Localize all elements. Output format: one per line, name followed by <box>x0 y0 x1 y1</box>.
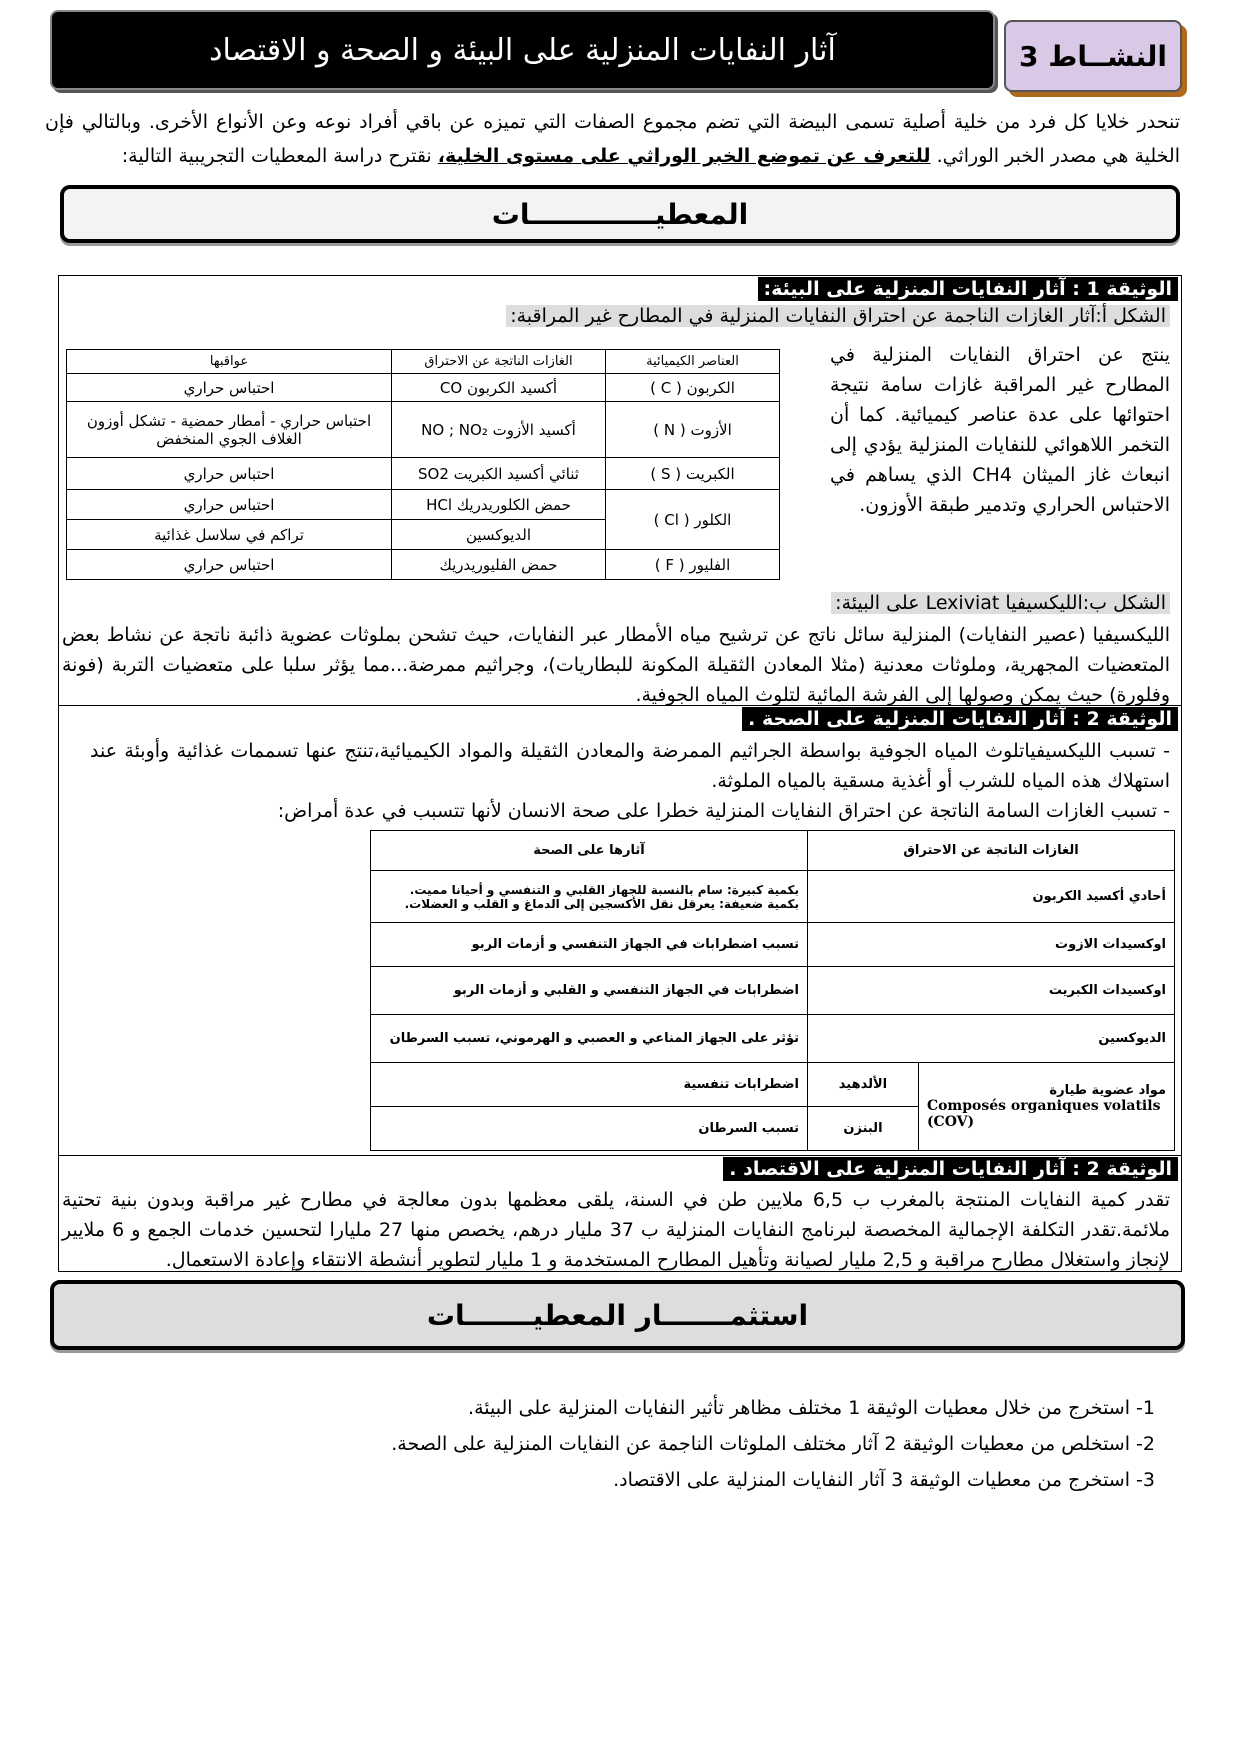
cell-element: الفليور ( F ) <box>606 550 780 580</box>
cell-effect: احتباس حراري <box>67 490 392 520</box>
doc3-text: تقدر كمية النفايات المنتجة بالمغرب ب 6,5 ملايين طن في السنة، يلقى معظمها بدون معالجة في مطارح غير مراقبة وبدون بنية تحتية ملائمة.تقدر التكلفة الإجمالية المخصصة لبرنامج النفايات المنزلية ب 37 مليار درهم، يخصص منها 27 مليارا لتحسين خدمات الجمع و 6 ملايير لإنجاز واستغلال مطارح مراقبة و 2,5 مليار لصيانة وتأهيل المطارح المستخدمة و 1 مليار لتطوير أنشطة الانتقاء وإعادة الاستعمال. <box>62 1189 1170 1271</box>
page-title-box <box>50 10 995 90</box>
question-item: 2- استخلص من معطيات الوثيقة 2 آثار مختلف الملوثات الناجمة عن النفايات المنزلية على الصحة. <box>391 1433 1155 1455</box>
doc1-title: الوثيقة 1 : آثار النفايات المنزلية على البيئة: <box>758 277 1178 301</box>
activity-badge: النشــاط 3 <box>1004 20 1182 92</box>
cell-gas: أكسيد الأزوت NO ; NO₂ <box>392 402 606 458</box>
cell-effect: اضطرابات تنفسية <box>371 1063 808 1107</box>
table-row <box>371 1015 1175 1063</box>
doc2-title-wrap <box>742 707 1178 731</box>
cell-gas: حمض الفليوريدريك <box>392 550 606 580</box>
doc2-line2: - تسبب الغازات السامة الناتجة عن احتراق النفايات المنزلية خطرا على صحة الانسان لأنها تتسبب في عدة أمراض: <box>277 800 1170 822</box>
doc2-table <box>370 830 1175 1151</box>
table-row <box>67 374 780 402</box>
cell-gas: اوكسيدات الكبريت <box>808 967 1175 1015</box>
cov-label-ar: مواد عضوية طيارة <box>1049 1083 1166 1098</box>
divider <box>58 1155 1182 1156</box>
cell-effect: احتباس حراري <box>67 550 392 580</box>
cell-element: الكلور ( Cl ) <box>606 490 780 550</box>
doc2-title: الوثيقة 2 : آثار النفايات المنزلية على الصحة . <box>742 707 1178 731</box>
cell-effect: اضطرابات في الجهاز التنفسي و القلبي و أزمات الربو <box>371 967 808 1015</box>
question-list <box>155 1390 1155 1498</box>
table-row <box>67 550 780 580</box>
doc3-title-wrap <box>723 1157 1178 1181</box>
cell-effect: تسبب اضطرابات في الجهاز التنفسي و أزمات الربو <box>371 923 808 967</box>
section-heading-exploitation: استثمـــــــار المعطيـــــــات <box>50 1280 1185 1350</box>
table-row <box>371 967 1175 1015</box>
cell-gas: حمض الكلوريدريك HCl <box>392 490 606 520</box>
cell-effect: تسبب السرطان <box>371 1107 808 1151</box>
cov-label-fr: Composés organiques volatils (COV) <box>926 1098 1161 1130</box>
cell-gas: أكسيد الكربون CO <box>392 374 606 402</box>
table-row <box>371 871 1175 923</box>
table-header: عواقبها <box>67 350 392 374</box>
cell-gas: الديوكسين <box>808 1015 1175 1063</box>
table-header: آثارها على الصحة <box>371 831 808 871</box>
doc1-fig-a-text: ينتج عن احتراق النفايات المنزلية في المطارح غير المراقبة غازات سامة نتيجة احتوائها على عدة عناصر كيميائية. كما أن التخمر اللاهوائي للنفايات المنزلية يؤدي إلى انبعاث غاز الميثان CH4 الذي يساهم في الاحتباس الحراري وتدمير طبقة الأوزون. <box>830 344 1170 516</box>
cell-cov-label <box>918 1063 1174 1151</box>
intro-text-2: نقترح دراسة المعطيات التجريبية التالية: <box>121 145 438 167</box>
table-header: الغازات الناتجة عن الاحتراق <box>808 831 1175 871</box>
cell-effect: احتباس حراري - أمطار حمضية - تشكل أوزون الغلاف الجوي المنخفض <box>67 402 392 458</box>
cell-gas: اوكسيدات الازوت <box>808 923 1175 967</box>
cell-cov-sub: البنزن <box>808 1107 919 1151</box>
question-item: 1- استخرج من خلال معطيات الوثيقة 1 مختلف مظاهر تأثير النفايات المنزلية على البيئة. <box>468 1397 1155 1419</box>
table-row <box>67 458 780 490</box>
table-row <box>67 490 780 520</box>
question-item: 3- استخرج من معطيات الوثيقة 3 آثار النفايات المنزلية على الاقتصاد. <box>613 1469 1155 1491</box>
table-row <box>67 402 780 458</box>
doc1-fig-b-text: الليكسيفيا (عصير النفايات) المنزلية سائل ناتج عن ترشيح مياه الأمطار عبر النفايات، حيث تشحن بملوثات عضوية ذائبة ناتجة عن نشاط بعض المتعضيات المجهرية، وملوثات معدنية (مثلا المعادن الثقيلة المكونة للبطاريات)، وجراثيم ممرضة...مما يؤثر سلبا على متعضيات التربة (فونة وفلورة) حيث يمكن وصولها إلى الفرشة المائية لتلوث المياه الجوفية. <box>62 624 1170 706</box>
table-row <box>371 923 1175 967</box>
cell-effect: تراكم في سلاسل غذائية <box>67 520 392 550</box>
cell-effect: بكمية كبيرة: سام بالنسبة للجهاز القلبي و التنفسي و أحيانا مميت. بكمية ضعيفة: يعرقل نقل الأكسجين إلى الدماغ و القلب و العضلات. <box>371 871 808 923</box>
cell-element: الكبريت ( S ) <box>606 458 780 490</box>
intro-text-1: تنحدر خلايا كل فرد من خلية أصلية تسمى البيضة التي تضم مجموع الصفات التي تميزه عن باقي أفراد نوعه وعن الأنواع الأخرى. وبالتالي فإن الخلية هي مصدر الخبر الوراثي. <box>45 111 1180 167</box>
cell-gas: أحادي أكسيد الكربون <box>808 871 1175 923</box>
intro-emphasis: للتعرف عن تموضع الخبر الوراثي على مستوى الخلية، <box>437 145 931 167</box>
cell-element: الكربون ( C ) <box>606 374 780 402</box>
doc1-fig-a-label-wrap <box>506 305 1170 327</box>
doc1-table <box>66 349 780 580</box>
table-row <box>371 1063 1175 1107</box>
doc1-title-wrap <box>758 277 1178 301</box>
cell-cov-sub: الألدهيد <box>808 1063 919 1107</box>
doc1-fig-b-label: الشكل ب:الليكسيفيا Lexiviat على البيئة: <box>831 592 1170 614</box>
table-header: الغازات الناتجة عن الاحتراق <box>392 350 606 374</box>
cell-element: الأزوت ( N ) <box>606 402 780 458</box>
doc1-fig-a-label: الشكل أ:آثار الغازات الناجمة عن احتراق النفايات المنزلية في المطارح غير المراقبة: <box>506 305 1170 327</box>
doc3-title: الوثيقة 2 : آثار النفايات المنزلية على الاقتصاد . <box>723 1157 1178 1181</box>
doc1-fig-b-label-wrap <box>831 592 1170 614</box>
page-title: آثار النفايات المنزلية على البيئة و الصحة و الاقتصاد <box>209 32 836 68</box>
cell-effect: احتباس حراري <box>67 458 392 490</box>
section-heading-data: المعطيـــــــــــــات <box>60 185 1180 243</box>
cell-gas: ثنائي أكسيد الكبريت SO2 <box>392 458 606 490</box>
cell-effect: تؤثر على الجهاز المناعي و العصبي و الهرموني، تسبب السرطان <box>371 1015 808 1063</box>
cell-gas: الديوكسين <box>392 520 606 550</box>
table-header: العناصر الكيميائية <box>606 350 780 374</box>
cell-effect: احتباس حراري <box>67 374 392 402</box>
intro-paragraph <box>45 105 1180 173</box>
doc2-line1: - تسبب الليكسيفياتلوث المياه الجوفية بواسطة الجراثيم الممرضة والمعادن الثقيلة والمواد الكيميائية،تنتج عنها تسممات غذائية وأوبئة عند استهلاك هذه المياه للشرب أو أغذية مسقية بالمياه الملوثة. <box>90 740 1170 792</box>
